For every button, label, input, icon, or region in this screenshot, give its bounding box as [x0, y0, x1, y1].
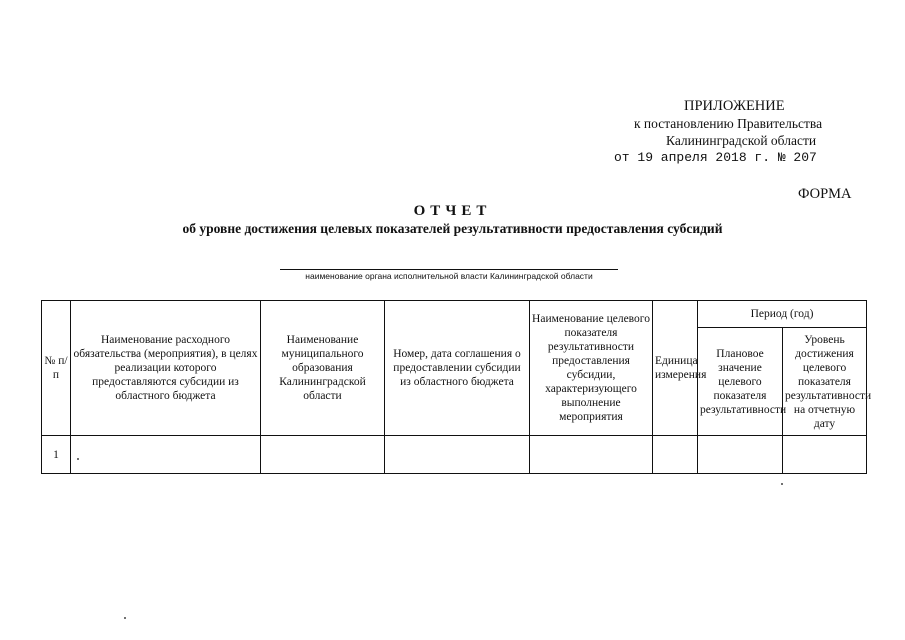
header-num: № п/п [42, 301, 71, 436]
cell-unit [653, 436, 698, 474]
header-obligation: Наименование расходного обязательства (мероприятия), в целях реализации которого предоставляются субсидии из областного бюджета [71, 301, 261, 436]
header-unit: Единица измерения [653, 301, 698, 436]
appendix-title: ПРИЛОЖЕНИЕ [684, 98, 785, 114]
cell-obligation [71, 436, 261, 474]
table-row [42, 436, 867, 474]
appendix-region-line: Калининградской области [666, 133, 817, 148]
report-title: ОТЧЕТ [413, 203, 492, 219]
header-achieved: Уровень достижения целевого показателя результативности на отчетную дату [783, 328, 867, 436]
scan-speck [124, 617, 126, 619]
authority-underline [280, 269, 618, 270]
cell-planned [698, 436, 783, 474]
report-subtitle: об уровне достижения целевых показателей результативности предоставления субсидий [182, 221, 723, 236]
cell-municipality [261, 436, 385, 474]
header-period: Период (год) [698, 301, 867, 328]
cell-achieved [783, 436, 867, 474]
appendix-resolution-line: к постановлению Правительства [634, 116, 823, 131]
report-table [41, 300, 872, 474]
cell-num: 1 [42, 436, 71, 474]
appendix-date-line: от 19 апреля 2018 г. № 207 [614, 150, 817, 165]
forma-label: ФОРМА [798, 186, 852, 202]
cell-indicator [530, 436, 653, 474]
cell-agreement [385, 436, 530, 474]
scan-speck [77, 458, 79, 460]
authority-caption: наименование органа исполнительной власти Калининградской области [305, 271, 593, 281]
header-agreement: Номер, дата соглашения о предоставлении субсидии из областного бюджета [385, 301, 530, 436]
scan-speck [781, 483, 783, 485]
header-municipality: Наименование муниципального образования Калининградской области [261, 301, 385, 436]
header-planned: Плановое значение целевого показателя результативности [698, 328, 783, 436]
table-header-row [42, 301, 867, 328]
header-indicator: Наименование целевого показателя результативности предоставления субсидии, характеризующего выполнение мероприятия [530, 301, 653, 436]
